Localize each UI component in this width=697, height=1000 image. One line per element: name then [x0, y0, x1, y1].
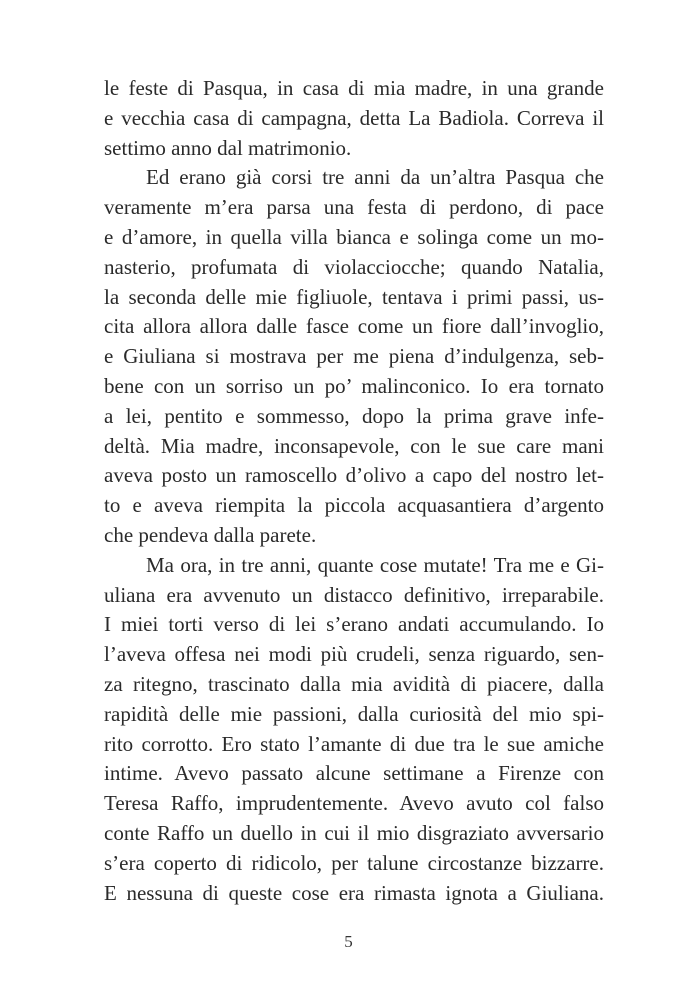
- text-line: rito corrotto. Ero stato l’amante di due tra le sue amiche: [104, 731, 604, 756]
- paragraph: [104, 551, 604, 909]
- text-line: bene con un sorriso un po’ malinconico. Io era tornato: [104, 373, 604, 398]
- text-line: E nessuna di queste cose era rimasta ignota a Giuliana.: [104, 880, 604, 905]
- text-line: conte Raffo un duello in cui il mio disgraziato avversario: [104, 820, 604, 845]
- text-line: nasterio, profumata di violacciocche; quando Natalia,: [104, 254, 604, 279]
- text-line: Teresa Raffo, imprudentemente. Avevo avuto col falso: [104, 791, 604, 816]
- text-line: le feste di Pasqua, in casa di mia madre, in una grande: [104, 76, 604, 100]
- text-line: e Giuliana si mostrava per me piena d’indulgenza, seb-: [104, 344, 604, 369]
- text-line: s’era coperto di ridicolo, per talune circostanze bizzarre.: [104, 850, 604, 875]
- text-line: rapidità delle mie passioni, dalla curiosità del mio spi-: [104, 701, 604, 726]
- text-line: che pendeva dalla parete.: [104, 522, 317, 547]
- paragraph: [104, 74, 604, 163]
- text-line: Ma ora, in tre anni, quante cose mutate! Tra me e Gi-: [146, 552, 604, 577]
- text-line: to e aveva riempita la piccola acquasantiera d’argento: [104, 493, 604, 518]
- text-line: a lei, pentito e sommesso, dopo la prima grave infe-: [104, 403, 604, 428]
- paragraph: [104, 163, 604, 550]
- page-number: 5: [344, 932, 353, 951]
- text-line: settimo anno dal matrimonio.: [104, 135, 352, 160]
- page-body: [104, 74, 604, 908]
- text-line: e vecchia casa di campagna, detta La Badiola. Correva il: [104, 105, 604, 130]
- text-line: cita allora allora dalle fasce come un fiore dall’invoglio,: [104, 314, 604, 339]
- text-line: la seconda delle mie figliuole, tentava i primi passi, us-: [104, 284, 604, 309]
- text-line: intime. Avevo passato alcune settimane a Firenze con: [104, 761, 604, 786]
- text-line: l’aveva offesa nei modi più crudeli, senza riguardo, sen-: [104, 642, 604, 667]
- text-line: deltà. Mia madre, inconsapevole, con le sue care mani: [104, 433, 604, 458]
- text-line: uliana era avvenuto un distacco definitivo, irreparabile.: [104, 582, 604, 607]
- text-line: za ritegno, trascinato dalla mia avidità di piacere, dalla: [104, 671, 604, 696]
- text-line: I miei torti verso di lei s’erano andati accumulando. Io: [104, 612, 604, 637]
- text-line: e d’amore, in quella villa bianca e solinga come un mo-: [104, 224, 604, 249]
- text-line: aveva posto un ramoscello d’olivo a capo del nostro let-: [104, 463, 604, 488]
- text-line: Ed erano già corsi tre anni da un’altra Pasqua che: [146, 165, 604, 190]
- text-line: veramente m’era parsa una festa di perdono, di pace: [104, 195, 604, 220]
